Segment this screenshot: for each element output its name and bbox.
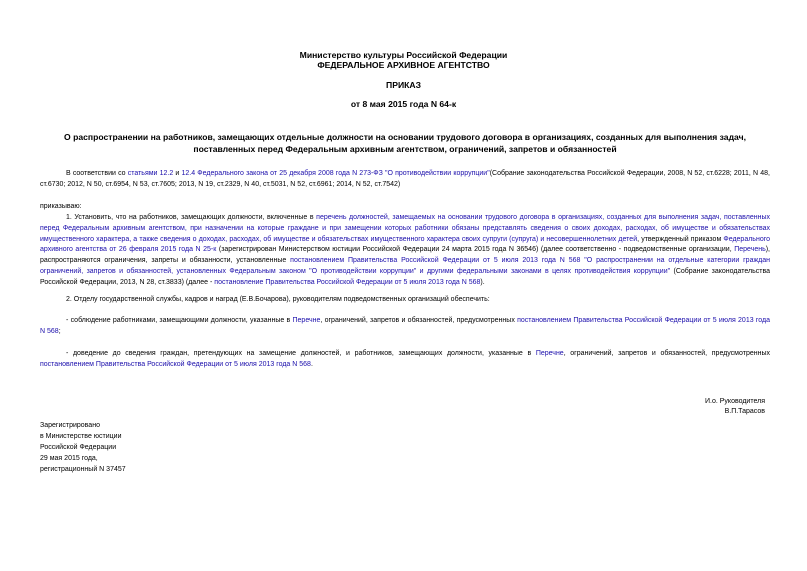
link-resolution-568[interactable]: постановление Правительства Российской Федерации от 5 июля 2013 года N 568 [214, 278, 481, 286]
registration-line-4: 29 мая 2015 года, [40, 455, 98, 462]
p1-text-5: (Собрание законодательства Российской Федерации, 2013, N 28, ст.3833) (далее - [40, 267, 770, 286]
link-federal-law-273[interactable]: 12.4 Федерального закона от 25 декабря 2008 года N 273-ФЗ "О противодействии коррупции" [181, 170, 490, 177]
document-date-number: от 8 мая 2015 года N 64-к [350, 99, 457, 109]
bullet-2 [40, 349, 770, 371]
title-line-1: О распространении на работников, замещающих отдельные должности на основании трудового договора в организациях, созданных для выполнения задач, [64, 132, 746, 142]
link-positions-list[interactable]: перечень должностей, замещаемых на основании трудового договора в организациях, созданных для выполнения задач, поставленных перед Федеральным архивным агентством, при назначении на которые граждане и при замещении которых работники обязаны представлять сведения о своих доходах, расходах, об имуществе и обязательствах имущественного характера, а также сведения о доходах, расходах, об имуществе и обязательствах имущественного характера своих супруги (супруга) и несовершеннолетних детей [40, 214, 770, 243]
registration-line-5: регистрационный N 37457 [40, 466, 126, 473]
bullet-1 [40, 316, 770, 338]
link-article-12-2[interactable]: статьями 12.2 [127, 170, 174, 177]
b2-text-3: . [310, 360, 313, 368]
p1-text-2: , утвержденный приказом [637, 235, 724, 243]
document-title [40, 131, 770, 155]
intro-text-3: (Собрание законодательства Российской Федерации, 2008, N 52, ст.6228; 2011, N 48, ст.6730; 2012, N 50, ст.6954, N 53, ст.7605; 2013, N 19, ст.2329, N 40, ст.5031, N 52, ст.6961; 2014, N 52, ст.7542) [40, 170, 770, 188]
signatory-name: В.П.Тарасов [724, 408, 765, 415]
link-perechne-1[interactable]: Перечне [292, 317, 321, 324]
b1-text-3: ; [58, 327, 61, 335]
agency-name: ФЕДЕРАЛЬНОЕ АРХИВНОЕ АГЕНТСТВО [317, 60, 490, 70]
b2-text-1: - доведение до сведения граждан, претендующих на замещение должностей, и работников, замещающих должности, указанные в [66, 350, 536, 357]
registration-line-2: в Министерстве юстиции [40, 433, 122, 440]
b1-text-1: - соблюдение работниками, замещающими должности, указанные в [66, 317, 293, 324]
signatory-position: И.о. Руководителя [705, 398, 765, 405]
p1-text-3: (зарегистрирован Министерством юстиции Российской Федерации 24 марта 2015 года N 36546) (далее соответственно - подведомственные организации, [216, 246, 735, 254]
title-line-2: поставленных перед Федеральным архивным агентством, ограничений, запретов и обязанностей [193, 144, 617, 154]
order-word: приказываю: [40, 203, 82, 210]
registration-line-1: Зарегистрировано [40, 422, 100, 429]
intro-paragraph [40, 169, 770, 191]
link-order-25k[interactable]: Федерального архивного агентства от 26 февраля 2015 года N 25-к [40, 235, 770, 254]
link-resolution-568-full[interactable]: постановлением Правительства Российской Федерации от 5 июля 2013 года N 568 "О распространении на отдельные категории граждан ограничений, запретов и обязанностей, установленных Федеральным законом "О противодействии коррупции" и другими федеральными законами в целях противодействия коррупции" [40, 257, 770, 275]
b1-text-2: , ограничений, запретов и обязанностей, предусмотренных [320, 317, 518, 324]
link-perechne-2[interactable]: Перечне [535, 350, 564, 357]
link-resolution-568-b1[interactable]: постановлением Правительства Российской Федерации от 5 июля 2013 года N 568 [40, 317, 770, 335]
link-perechen[interactable]: Перечень [734, 246, 766, 254]
registration-block [40, 420, 126, 475]
paragraph-2: 2. Отделу государственной службы, кадров и наград (Е.В.Бочарова), руководителям подведомственных организаций обеспечить: [66, 296, 490, 303]
link-resolution-568-b2[interactable]: постановлением Правительства Российской Федерации от 5 июля 2013 года N 568 [40, 360, 311, 368]
p1-text-6: ). [480, 278, 485, 286]
ministry-name: Министерство культуры Российской Федерации [299, 50, 508, 60]
p1-text-4: ), распространяются ограничения, запреты и обязанности, установленные [40, 246, 770, 265]
intro-text-1: В соответствии со [66, 170, 128, 177]
intro-text-2: и [173, 170, 182, 177]
signature-block [705, 397, 765, 417]
registration-line-3: Российской Федерации [40, 444, 117, 451]
document-type: ПРИКАЗ [386, 80, 421, 90]
b2-text-2: , ограничений, запретов и обязанностей, предусмотренных [563, 350, 770, 357]
p1-text-1: 1. Установить, что на работников, замещающих должности, включенные в [66, 214, 317, 221]
paragraph-1 [40, 213, 770, 289]
